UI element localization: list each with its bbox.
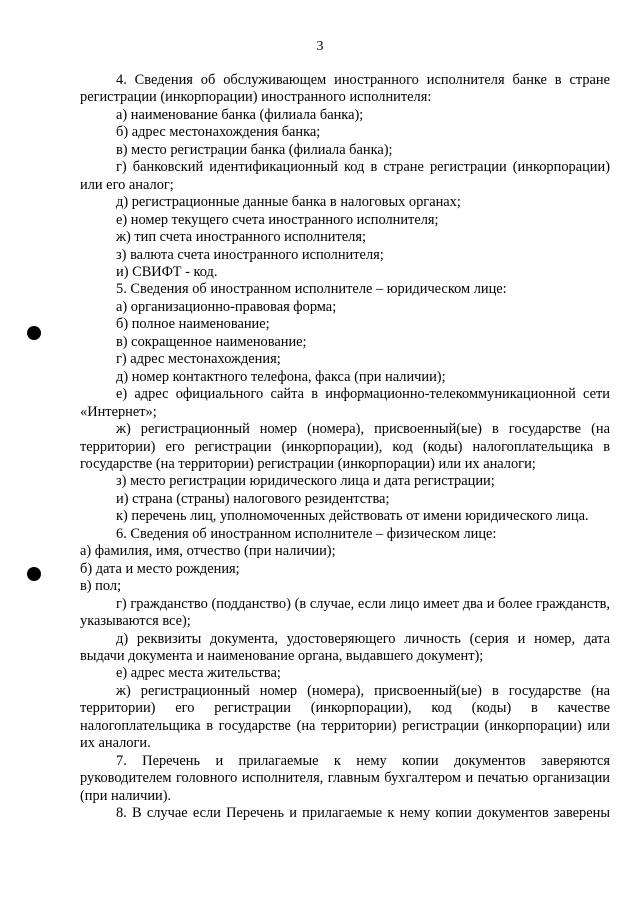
punch-hole-top [27, 326, 41, 340]
paragraph: д) регистрационные данные банка в налоговых органах; [116, 194, 461, 211]
paragraph: е) номер текущего счета иностранного исполнителя; [116, 211, 439, 228]
paragraph: и) страна (страны) налогового резидентства; [116, 490, 390, 507]
paragraph: а) фамилия, имя, отчество (при наличии); [80, 543, 336, 560]
paragraph: б) дата и место рождения; [80, 560, 240, 577]
paragraph: 8. В случае если Перечень и прилагаемые к нему копии документов заверены [116, 805, 610, 822]
paragraph: з) место регистрации юридического лица и дата регистрации; [116, 473, 495, 490]
paragraph: ж) регистрационный номер (номера), присвоенный(ые) в государстве (на территории) его регистрации (инкорпорации), код (коды) налогоплательщика в государстве (на территории) регистрации (инкорпорации) или их аналоги; [80, 421, 610, 472]
paragraph: д) реквизиты документа, удостоверяющего личность (серия и номер, дата выдачи документа и наименование органа, выдавшего документ); [80, 630, 610, 664]
punch-hole-bottom [27, 567, 41, 581]
paragraph: 7. Перечень и прилагаемые к нему копии документов заверяются руководителем головного исполнителя, главным бухгалтером и печатью организации (при наличии). [80, 752, 610, 804]
paragraph: е) адрес места жительства; [116, 665, 281, 682]
paragraph: е) адрес официального сайта в информационно-телекоммуникационной сети «Интернет»; [80, 386, 610, 420]
paragraph: ж) регистрационный номер (номера), присвоенный(ые) в государстве (на территории) его регистрации (инкорпорации), код (коды) в качестве налогоплательщика в государстве (на территории) регистрации (инкорпорации) или их аналоги. [80, 682, 610, 752]
paragraph: и) СВИФТ - код. [116, 263, 218, 280]
paragraph: а) наименование банка (филиала банка); [116, 106, 364, 123]
paragraph: а) организационно-правовая форма; [116, 298, 337, 315]
paragraph: г) адрес местонахождения; [116, 351, 281, 368]
paragraph: г) гражданство (подданство) (в случае, если лицо имеет два и более гражданств, указываются все); [80, 595, 610, 630]
document-body [80, 72, 610, 822]
paragraph: 6. Сведения об иностранном исполнителе – физическом лице: [116, 525, 497, 542]
page-number: 3 [316, 39, 324, 54]
paragraph: г) банковский идентификационный код в стране регистрации (инкорпорации) или его аналог; [80, 159, 610, 193]
paragraph: в) пол; [80, 578, 122, 595]
paragraph: б) полное наименование; [116, 316, 270, 333]
paragraph: к) перечень лиц, уполномоченных действовать от имени юридического лица. [116, 508, 589, 525]
paragraph: в) сокращенное наименование; [116, 333, 307, 350]
paragraph: 4. Сведения об обслуживающем иностранного исполнителя банке в стране регистрации (инкорпорации) иностранного исполнителя: [80, 72, 610, 106]
paragraph: д) номер контактного телефона, факса (при наличии); [116, 368, 446, 385]
paragraph: ж) тип счета иностранного исполнителя; [116, 229, 366, 246]
paragraph: з) валюта счета иностранного исполнителя; [116, 246, 384, 263]
paragraph: 5. Сведения об иностранном исполнителе – юридическом лице: [116, 281, 507, 298]
paragraph: б) адрес местонахождения банка; [116, 124, 321, 141]
paragraph: в) место регистрации банка (филиала банка); [116, 141, 393, 158]
